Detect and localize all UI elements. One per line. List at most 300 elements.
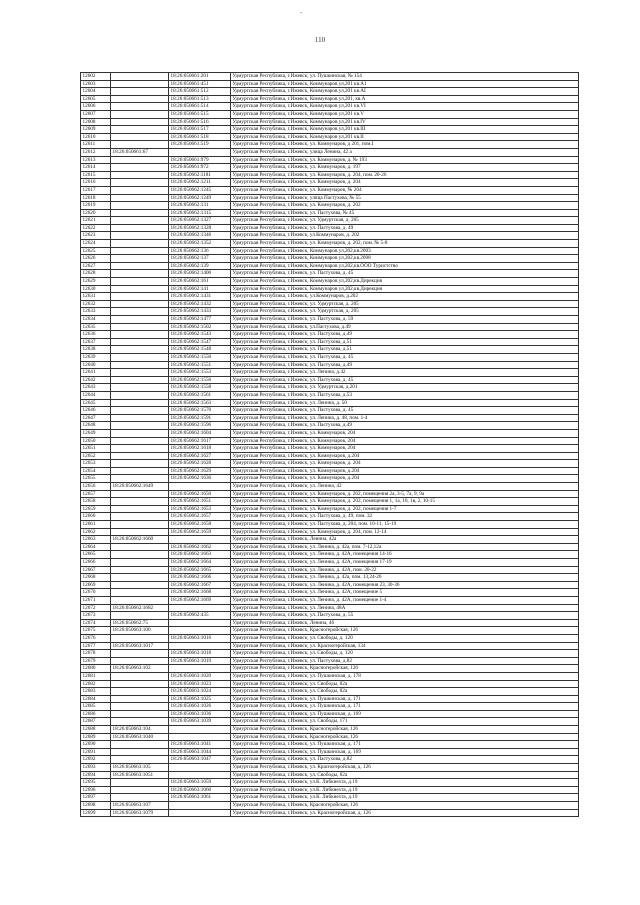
record-number: 12660 xyxy=(81,513,111,521)
land-cadastral-number xyxy=(111,399,169,407)
table-row xyxy=(81,566,579,574)
table-row xyxy=(81,361,579,369)
object-cadastral-number: 18:26:050662:1591 xyxy=(169,414,231,422)
land-cadastral-number xyxy=(111,559,169,567)
table-row xyxy=(81,156,579,164)
object-cadastral-number: 18:26:050662:1211 xyxy=(169,179,231,187)
address: Удмуртская Республика, г.Ижевск, Красногеройская, 126 xyxy=(231,665,579,673)
table-row xyxy=(81,209,579,217)
address: Удмуртская Республика, г.Ижевск, ул. Ленина, д. 42А, помещения 23, 30-36 xyxy=(231,581,579,589)
land-cadastral-number xyxy=(111,217,169,225)
object-cadastral-number: 18:26:050661:513 xyxy=(169,95,231,103)
land-cadastral-number xyxy=(111,133,169,141)
table-row xyxy=(81,672,579,680)
land-cadastral-number xyxy=(111,703,169,711)
record-number: 12667 xyxy=(81,566,111,574)
address: Удмуртская Республика, г.Ижевск, ул.К. Либкнехта, д.19 xyxy=(231,794,579,802)
land-cadastral-number xyxy=(111,566,169,574)
record-number: 12691 xyxy=(81,748,111,756)
object-cadastral-number: 18:26:050662:1553 xyxy=(169,369,231,377)
address: Удмуртская Республика, г.Ижевск, ул. Коммунаров, № 204 xyxy=(231,186,579,194)
record-number: 12607 xyxy=(81,110,111,118)
address: Удмуртская Республика, г.Ижевск, Красногеройская, 126 xyxy=(231,802,579,810)
object-cadastral-number: 18:26:050662:161 xyxy=(169,278,231,286)
land-cadastral-number: 18:26:050663:107 xyxy=(111,802,169,810)
address: Удмуртская Республика, г.Ижевск, ул. Ленина, д. 42А, помещения 14-16 xyxy=(231,551,579,559)
object-cadastral-number: 18:26:050663:1023 xyxy=(169,680,231,688)
land-cadastral-number xyxy=(111,285,169,293)
table-row xyxy=(81,771,579,779)
address: Удмуртская Республика, г.Ижевск, ул. Ленина, д. 50 xyxy=(231,399,579,407)
table-row xyxy=(81,247,579,255)
record-number: 12688 xyxy=(81,726,111,734)
table-row xyxy=(81,574,579,582)
record-number: 12687 xyxy=(81,718,111,726)
object-cadastral-number: 18:26:050662:1657 xyxy=(169,513,231,521)
object-cadastral-number: 18:26:050662:1618 xyxy=(169,445,231,453)
address: Удмуртская Республика, г.Ижевск, ул. Пушкинская, д. 171 xyxy=(231,703,579,711)
object-cadastral-number xyxy=(169,642,231,650)
table-row xyxy=(81,133,579,141)
land-cadastral-number xyxy=(111,513,169,521)
record-number: 12696 xyxy=(81,786,111,794)
table-row xyxy=(81,255,579,263)
record-number: 12646 xyxy=(81,407,111,415)
table-row xyxy=(81,445,579,453)
object-cadastral-number: 18:26:050663:1025 xyxy=(169,695,231,703)
land-cadastral-number xyxy=(111,95,169,103)
address: Удмуртская Республика, г.Ижевск, ул. Пастухова, д.49 xyxy=(231,361,579,369)
table-row xyxy=(81,483,579,491)
table-row xyxy=(81,756,579,764)
address: Удмуртская Республика, г.Ижевск, ул. Пушкинская, № 154 xyxy=(231,73,579,81)
object-cadastral-number: 18:26:050662:1551 xyxy=(169,361,231,369)
object-cadastral-number xyxy=(169,148,231,156)
address: Удмуртская Республика, г.Ижевск, ул. Пастухова, д. 45 xyxy=(231,270,579,278)
address: Удмуртская Республика, г.Ижевск, ул. Свободы, 82а xyxy=(231,688,579,696)
object-cadastral-number: 18:26:050662:1433 xyxy=(169,308,231,316)
land-cadastral-number xyxy=(111,361,169,369)
record-number: 12619 xyxy=(81,202,111,210)
land-cadastral-number xyxy=(111,179,169,187)
table-row xyxy=(81,224,579,232)
record-number: 12616 xyxy=(81,179,111,187)
object-cadastral-number: 18:26:050663:1060 xyxy=(169,786,231,794)
record-number: 12648 xyxy=(81,422,111,430)
address: Удмуртская Республика, г.Ижевск, ул. Удмуртская, д. 205 xyxy=(231,217,579,225)
record-number: 12651 xyxy=(81,445,111,453)
table-row xyxy=(81,779,579,787)
table-row xyxy=(81,718,579,726)
record-number: 12636 xyxy=(81,331,111,339)
table-row xyxy=(81,498,579,506)
land-cadastral-number xyxy=(111,194,169,202)
land-cadastral-number: 18:26:050662:75 xyxy=(111,619,169,627)
address: Удмуртская Республика, г.Ижевск, ул. Пушкинская, д. 178 xyxy=(231,672,579,680)
address: Удмуртская Республика, г.Ижевск, ул. Пастухова, д.49 xyxy=(231,331,579,339)
address: Удмуртская Республика, г.Ижевск, ул. Красногеройская, д. 126 xyxy=(231,809,579,817)
land-cadastral-number xyxy=(111,255,169,263)
address: Удмуртская Республика, г.Ижевск, ул. Красногеройская, д. 126 xyxy=(231,764,579,772)
land-cadastral-number xyxy=(111,73,169,81)
record-number: 12681 xyxy=(81,672,111,680)
address: Удмуртская Республика, г.Ижевск, Коммунаров ул,201 кв.А1 xyxy=(231,80,579,88)
land-cadastral-number xyxy=(111,202,169,210)
object-cadastral-number xyxy=(169,536,231,544)
land-cadastral-number xyxy=(111,779,169,787)
address: Удмуртская Республика, г.Ижевск, ул. Пастухова, д. 45 xyxy=(231,376,579,384)
record-number: 12628 xyxy=(81,270,111,278)
record-number: 12697 xyxy=(81,794,111,802)
table-row xyxy=(81,460,579,468)
record-number: 12621 xyxy=(81,217,111,225)
record-number: 12690 xyxy=(81,741,111,749)
object-cadastral-number: 18:26:050662:1327 xyxy=(169,217,231,225)
table-row xyxy=(81,73,579,81)
object-cadastral-number: 18:26:050662:1662 xyxy=(169,543,231,551)
land-cadastral-number xyxy=(111,672,169,680)
record-number: 12650 xyxy=(81,437,111,445)
land-cadastral-number xyxy=(111,80,169,88)
record-number: 12686 xyxy=(81,710,111,718)
land-cadastral-number xyxy=(111,232,169,240)
address: Удмуртская Республика, г.Ижевск, Коммунаров ул,201 кв.II xyxy=(231,133,579,141)
address: Удмуртская Республика, г.Ижевск, ул. Пастухова, д. 55 xyxy=(231,612,579,620)
land-cadastral-number xyxy=(111,224,169,232)
address: Удмуртская Республика, г.Ижевск, ул. Коммунаров, д 201, пом.I xyxy=(231,141,579,149)
address: Удмуртская Республика, г.Ижевск, улица Пастухова, № 55 xyxy=(231,194,579,202)
register-table xyxy=(80,72,579,817)
table-row xyxy=(81,634,579,642)
land-cadastral-number xyxy=(111,467,169,475)
record-number: 12661 xyxy=(81,521,111,529)
object-cadastral-number: 18:26:050662:1651 xyxy=(169,498,231,506)
address: Удмуртская Республика, г.Ижевск, ул. Пастухова, № 45 xyxy=(231,209,579,217)
address: Удмуртская Республика, г.Ижевск, ул. Коммунаров, д. 202 xyxy=(231,202,579,210)
land-cadastral-number xyxy=(111,103,169,111)
record-number: 12624 xyxy=(81,240,111,248)
address: Удмуртская Республика, г.Ижевск, ул. Пастухова, д.82 xyxy=(231,657,579,665)
land-cadastral-number xyxy=(111,505,169,513)
table-row xyxy=(81,316,579,324)
table-row xyxy=(81,726,579,734)
address: Удмуртская Республика, г.Ижевск, ул. Коммунаров, д. 202, помещения 2а, 3-5, 7а, 9, 9а xyxy=(231,490,579,498)
table-row xyxy=(81,186,579,194)
record-number: 12609 xyxy=(81,126,111,134)
object-cadastral-number: 18:26:050662:1570 xyxy=(169,407,231,415)
land-cadastral-number xyxy=(111,741,169,749)
record-number: 12637 xyxy=(81,338,111,346)
address: Удмуртская Республика, г.Ижевск, ул. Коммунаров, д. 204, пом. 12-14 xyxy=(231,528,579,536)
address: Удмуртская Республика, г.Ижевск, ул. Коммунаров, д. 197 xyxy=(231,164,579,172)
object-cadastral-number: 18:26:050663:1039 xyxy=(169,718,231,726)
address: Удмуртская Республика, г.Ижевск, Красногеройская, 126 xyxy=(231,733,579,741)
address: Удмуртская Республика, г.Ижевск, Коммунаров ул,202,кв.Дирекция xyxy=(231,285,579,293)
table-row xyxy=(81,300,579,308)
record-number: 12615 xyxy=(81,171,111,179)
table-row xyxy=(81,748,579,756)
address: Удмуртская Республика, г.Ижевск, ул. Пушкинская, д. 171 xyxy=(231,695,579,703)
object-cadastral-number: 18:26:050661:972 xyxy=(169,164,231,172)
object-cadastral-number: 18:26:050662:1328 xyxy=(169,224,231,232)
address: Удмуртская Республика, г.Ижевск, ул. Свободы, 82а xyxy=(231,771,579,779)
record-number: 12680 xyxy=(81,665,111,673)
record-number: 12618 xyxy=(81,194,111,202)
object-cadastral-number: 18:26:050662:1432 xyxy=(169,300,231,308)
land-cadastral-number xyxy=(111,376,169,384)
table-row xyxy=(81,741,579,749)
record-number: 12639 xyxy=(81,353,111,361)
address: Удмуртская Республика, г.Ижевск, ул. Пастухова, д. 49 xyxy=(231,224,579,232)
object-cadastral-number xyxy=(169,764,231,772)
object-cadastral-number: 18:26:050662:1627 xyxy=(169,452,231,460)
table-row xyxy=(81,126,579,134)
table-row xyxy=(81,399,579,407)
record-number: 12633 xyxy=(81,308,111,316)
address: Удмуртская Республика, г.Ижевск, ул. Ленина, д. 42А, помещение 1-4 xyxy=(231,596,579,604)
object-cadastral-number: 18:26:050662:1663 xyxy=(169,551,231,559)
address: Удмуртская Республика, г.Ижевск, ул. Пастухова, д. 49, пом. 32 xyxy=(231,513,579,521)
object-cadastral-number: 18:26:050662:1668 xyxy=(169,589,231,597)
land-cadastral-number xyxy=(111,718,169,726)
record-number: 12604 xyxy=(81,88,111,96)
land-cadastral-number xyxy=(111,680,169,688)
record-number: 12629 xyxy=(81,278,111,286)
land-cadastral-number xyxy=(111,338,169,346)
object-cadastral-number: 18:26:050662:1617 xyxy=(169,437,231,445)
record-number: 12643 xyxy=(81,384,111,392)
table-row xyxy=(81,384,579,392)
record-number: 12640 xyxy=(81,361,111,369)
record-number: 12623 xyxy=(81,232,111,240)
record-number: 12642 xyxy=(81,376,111,384)
land-cadastral-number xyxy=(111,528,169,536)
object-cadastral-number: 18:26:050662:1636 xyxy=(169,475,231,483)
table-row xyxy=(81,802,579,810)
land-cadastral-number xyxy=(111,384,169,392)
table-row xyxy=(81,604,579,612)
table-row xyxy=(81,331,579,339)
land-cadastral-number xyxy=(111,331,169,339)
object-cadastral-number: 18:26:050663:1016 xyxy=(169,634,231,642)
land-cadastral-number xyxy=(111,414,169,422)
object-cadastral-number: 18:26:050662:1346 xyxy=(169,232,231,240)
record-number: 12626 xyxy=(81,255,111,263)
object-cadastral-number: 18:26:050662:131 xyxy=(169,202,231,210)
address: Удмуртская Республика, г.Ижевск, ул. Пастухова, д.49 xyxy=(231,422,579,430)
object-cadastral-number: 18:26:050662:1653 xyxy=(169,505,231,513)
object-cadastral-number xyxy=(169,771,231,779)
land-cadastral-number xyxy=(111,262,169,270)
address: Удмуртская Республика, г.Ижевск, Коммунаров ул,202,кв.ООО Туристство xyxy=(231,262,579,270)
address: Удмуртская Республика, г.Ижевск, ул. Коммунаров, д.204 xyxy=(231,452,579,460)
object-cadastral-number: 18:26:050662:1315 xyxy=(169,209,231,217)
table-row xyxy=(81,657,579,665)
table-row xyxy=(81,338,579,346)
record-number: 12606 xyxy=(81,103,111,111)
address: Удмуртская Республика, г.Ижевск, Коммунаров ул,201 кв.III xyxy=(231,126,579,134)
record-number: 12689 xyxy=(81,733,111,741)
object-cadastral-number xyxy=(169,627,231,635)
land-cadastral-number: 18:26:050663:104 xyxy=(111,726,169,734)
record-number: 12617 xyxy=(81,186,111,194)
address: Удмуртская Республика, г.Ижевск, Коммунаров ул,202,кв.2003 xyxy=(231,247,579,255)
address: Удмуртская Республика, г.Ижевск, ул. Ленина, 42 xyxy=(231,483,579,491)
land-cadastral-number xyxy=(111,786,169,794)
table-row xyxy=(81,232,579,240)
record-number: 12670 xyxy=(81,589,111,597)
address: Удмуртская Республика, г.Ижевск, ул. Коммунаров, д. 202, помещения 1, 1а, 10, 1в, 2, 10-15 xyxy=(231,498,579,506)
address: Удмуртская Республика, г.Ижевск, ул.Коммунаров, д.202 xyxy=(231,293,579,301)
register-rows xyxy=(81,73,579,817)
object-cadastral-number: 18:26:050662:1628 xyxy=(169,460,231,468)
land-cadastral-number xyxy=(111,126,169,134)
land-cadastral-number xyxy=(111,657,169,665)
land-cadastral-number xyxy=(111,634,169,642)
address: Удмуртская Республика, г.Ижевск, Коммунаров ул,201, кв.А xyxy=(231,95,579,103)
record-number: 12665 xyxy=(81,551,111,559)
object-cadastral-number: 18:26:050661:201 xyxy=(169,73,231,81)
table-row xyxy=(81,194,579,202)
object-cadastral-number: 18:26:050663:1059 xyxy=(169,779,231,787)
land-cadastral-number xyxy=(111,323,169,331)
record-number: 12620 xyxy=(81,209,111,217)
address: Удмуртская Республика, г.Ижевск, ул. Пастухова, д.53 xyxy=(231,391,579,399)
address: Удмуртская Республика, г.Ижевск, ул. Ленина, 48А xyxy=(231,604,579,612)
address: Удмуртская Республика, г.Ижевск, ул. Коммунаров, д.204 xyxy=(231,475,579,483)
record-number: 12678 xyxy=(81,650,111,658)
land-cadastral-number xyxy=(111,240,169,248)
table-row xyxy=(81,262,579,270)
land-cadastral-number xyxy=(111,445,169,453)
table-row xyxy=(81,308,579,316)
object-cadastral-number: 18:26:050662:1561 xyxy=(169,391,231,399)
table-row xyxy=(81,179,579,187)
object-cadastral-number: 18:26:050662:137 xyxy=(169,255,231,263)
object-cadastral-number: 18:26:050663:1041 xyxy=(169,741,231,749)
record-number: 12699 xyxy=(81,809,111,817)
table-row xyxy=(81,353,579,361)
page-number: 110 xyxy=(314,36,326,44)
table-row xyxy=(81,559,579,567)
table-row xyxy=(81,414,579,422)
table-row xyxy=(81,695,579,703)
object-cadastral-number: 18:26:050662:1666 xyxy=(169,574,231,582)
object-cadastral-number: 18:26:050662:1547 xyxy=(169,338,231,346)
object-cadastral-number: 18:26:050662:1245 xyxy=(169,186,231,194)
table-row xyxy=(81,642,579,650)
record-number: 12611 xyxy=(81,141,111,149)
record-number: 12698 xyxy=(81,802,111,810)
land-cadastral-number xyxy=(111,293,169,301)
address: Удмуртская Республика, г.Ижевск, ул. Пастухова, д. 204, пом. 10-11, 15-19 xyxy=(231,521,579,529)
address: Удмуртская Республика, г.Ижевск, ул.К. Либкнехта, д.19 xyxy=(231,786,579,794)
record-number: 12608 xyxy=(81,118,111,126)
table-row xyxy=(81,391,579,399)
address: Удмуртская Республика, г.Ижевск, ул. Коммунаров, д.204 xyxy=(231,467,579,475)
object-cadastral-number: 18:26:050662:1550 xyxy=(169,353,231,361)
address: Удмуртская Республика, г.Ижевск, Красногеройская, 126 xyxy=(231,627,579,635)
object-cadastral-number: 18:26:050662:1629 xyxy=(169,467,231,475)
record-number: 12644 xyxy=(81,391,111,399)
land-cadastral-number: 18:26:050661:67 xyxy=(111,148,169,156)
object-cadastral-number xyxy=(169,619,231,627)
object-cadastral-number: 18:26:050662:1665 xyxy=(169,566,231,574)
address: Удмуртская Республика, г.Ижевск, Коммунаров ул,202,кв.2008 xyxy=(231,255,579,263)
object-cadastral-number: 18:26:050663:1044 xyxy=(169,748,231,756)
object-cadastral-number: 18:26:050662:1667 xyxy=(169,581,231,589)
record-number: 12612 xyxy=(81,148,111,156)
land-cadastral-number xyxy=(111,110,169,118)
object-cadastral-number: 18:26:050661:516 xyxy=(169,118,231,126)
record-number: 12684 xyxy=(81,695,111,703)
record-number: 12605 xyxy=(81,95,111,103)
object-cadastral-number: 18:26:050663:1024 xyxy=(169,688,231,696)
address: Удмуртская Республика, г.Ижевск, ул. Удмуртская, д. 205 xyxy=(231,308,579,316)
record-number: 12610 xyxy=(81,133,111,141)
address: Удмуртская Республика, г.Ижевск, Ленина, 46 xyxy=(231,619,579,627)
object-cadastral-number: 18:26:050663:1018 xyxy=(169,650,231,658)
object-cadastral-number: 18:26:050662:1558 xyxy=(169,384,231,392)
land-cadastral-number xyxy=(111,422,169,430)
object-cadastral-number: 18:26:050662:1181 xyxy=(169,171,231,179)
address: Удмуртская Республика, г.Ижевск, ул.Коммунаров, д. 202 xyxy=(231,232,579,240)
table-row xyxy=(81,809,579,817)
object-cadastral-number: 18:26:050662:1596 xyxy=(169,422,231,430)
table-row xyxy=(81,786,579,794)
object-cadastral-number: 18:26:050662:1664 xyxy=(169,559,231,567)
table-row xyxy=(81,285,579,293)
record-number: 12630 xyxy=(81,285,111,293)
table-row xyxy=(81,490,579,498)
land-cadastral-number xyxy=(111,498,169,506)
address: Удмуртская Республика, г.Ижевск, ул. Коммунаров, д. 202, пом. № 5-8 xyxy=(231,240,579,248)
address: Удмуртская Республика, г.Ижевск, ул. Удмуртская, д. 205 xyxy=(231,300,579,308)
record-number: 12685 xyxy=(81,703,111,711)
table-row xyxy=(81,95,579,103)
record-number: 12602 xyxy=(81,73,111,81)
object-cadastral-number: 18:26:050662:1563 xyxy=(169,399,231,407)
object-cadastral-number: 18:26:050662:435 xyxy=(169,612,231,620)
table-row xyxy=(81,148,579,156)
address: Удмуртская Республика, г.Ижевск, улица Ленина, 42 а xyxy=(231,148,579,156)
address: Удмуртская Республика, г.Ижевск, ул.К. Либкнехта, д.19 xyxy=(231,779,579,787)
address: Удмуртская Республика, г.Ижевск, ул. Коммунаров, 204 xyxy=(231,445,579,453)
record-number: 12603 xyxy=(81,80,111,88)
record-number: 12679 xyxy=(81,657,111,665)
record-number: 12671 xyxy=(81,596,111,604)
object-cadastral-number: 18:26:050662:1548 xyxy=(169,346,231,354)
record-number: 12634 xyxy=(81,316,111,324)
address: Удмуртская Республика, г.Ижевск, ул. Ленина, д. 42А, помещения 17-19 xyxy=(231,559,579,567)
record-number: 12655 xyxy=(81,475,111,483)
table-row xyxy=(81,467,579,475)
record-number: 12632 xyxy=(81,300,111,308)
record-number: 12693 xyxy=(81,764,111,772)
record-number: 12638 xyxy=(81,346,111,354)
record-number: 12645 xyxy=(81,399,111,407)
object-cadastral-number xyxy=(169,483,231,491)
land-cadastral-number xyxy=(111,353,169,361)
land-cadastral-number xyxy=(111,278,169,286)
table-row xyxy=(81,764,579,772)
table-row xyxy=(81,596,579,604)
record-number: 12656 xyxy=(81,483,111,491)
address: Удмуртская Республика, г.Ижевск, ул. Свободы, д. 120 xyxy=(231,650,579,658)
object-cadastral-number xyxy=(169,733,231,741)
land-cadastral-number: 18:26:050663:1051 xyxy=(111,771,169,779)
table-row xyxy=(81,581,579,589)
